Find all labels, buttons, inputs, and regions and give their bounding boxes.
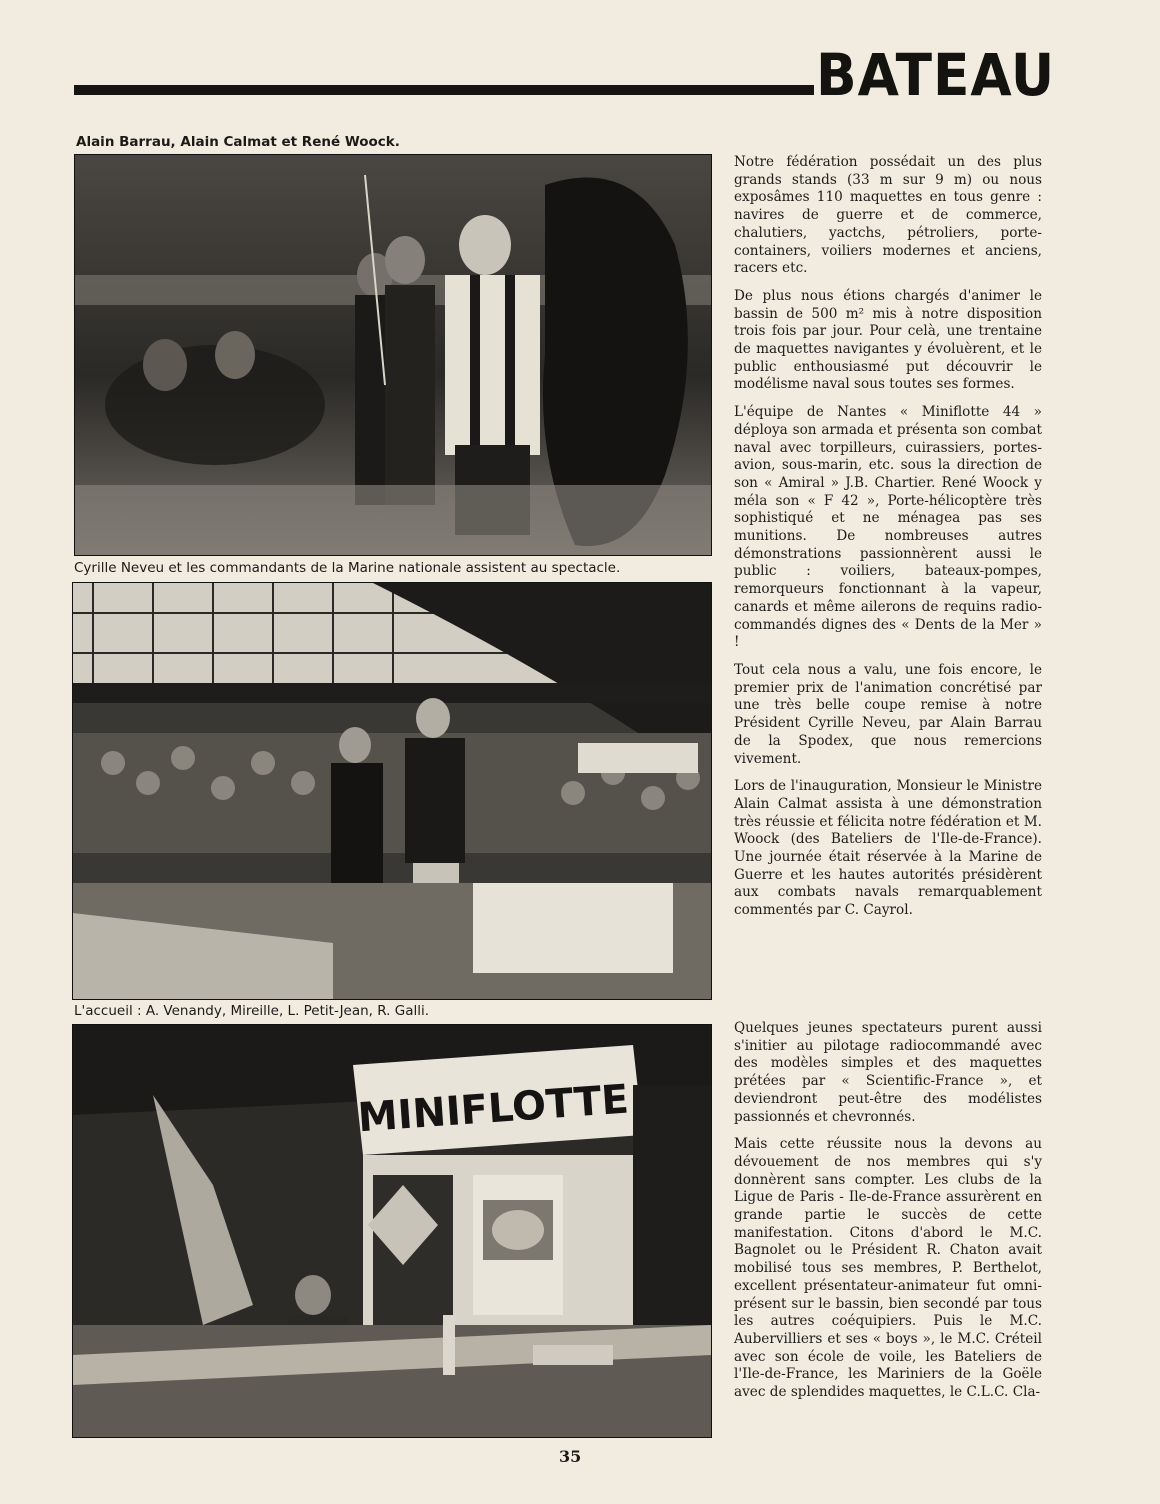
photo-ceremony (74, 154, 712, 556)
photo-hall-officers-image (73, 583, 711, 999)
photo2-caption: Cyrille Neveu et les commandants de la Marine nationale assistent au spectacle. (74, 560, 621, 576)
header-rule (74, 85, 814, 95)
article-paragraph: Quelques jeunes spectateurs purent aussi s'initier au pilotage radiocommandé avec des modèles simples et des maquettes prétées par « Scientific-France », et deviendront peut-être des modélistes passionnés et chevronnés. (734, 1020, 1042, 1125)
photo-hall-officers (72, 582, 712, 1000)
article-column-lower (734, 1020, 1042, 1412)
article-paragraph: Notre fédération possédait un des plus grands stands (33 m sur 9 m) ou nous exposâmes 110 maquettes en tous genre : navires de guerre et de commerce, chalutiers, yactchs, pétroliers, porte-containers, voiliers modernes et anciens, racers etc. (734, 154, 1042, 277)
section-title: BATEAU (816, 41, 1056, 109)
page-number: 35 (559, 1447, 582, 1466)
photo-miniflotte-stand (72, 1024, 712, 1438)
article-paragraph: Tout cela nous a valu, une fois encore, le premier prix de l'animation concrétisé par une très belle coupe remise à notre Président Cyrille Neveu, par Alain Barrau de la Spodex, que nous remercions vivement. (734, 661, 1042, 767)
article-paragraph: Lors de l'inauguration, Monsieur le Ministre Alain Calmat assista à une démonstration très réussie et félicita notre fédération et M. Woock (des Bateliers de l'Ile-de-France). Une journée était réservée à la Marine de Guerre et les hautes autorités présidèrent aux combats navals remarquablement commentés par C. Cayrol. (734, 778, 1042, 919)
photo-miniflotte-stand-image (73, 1025, 711, 1437)
article-paragraph: L'équipe de Nantes « Miniflotte 44 » déploya son armada et présenta son combat naval avec torpilleurs, cuirassiers, portes-avion, sous-marin, etc. sous la direction de son « Amiral » J.B. Chartier. René Woock y méla son « F 42 », Porte-hélicoptère très sophistiqué et ne ménagea pas ses munitions. De nombreuses autres démonstrations passionnèrent aussi le public : voiliers, bateaux-pompes, remorqueurs fonctionnant à la vapeur, canards et même ailerons de requins radio-commandés dignes des « Dents de la Mer » ! (734, 404, 1042, 651)
photo-ceremony-image (75, 155, 711, 555)
photo1-caption: Alain Barrau, Alain Calmat et René Woock. (76, 134, 400, 150)
article-paragraph: De plus nous étions chargés d'animer le bassin de 500 m² mis à notre disposition trois fois par jour. Pour celà, une trentaine de maquettes navigantes y évoluèrent, et le public enthousiasmé put découvrir le modélisme naval sous toutes ses formes. (734, 287, 1042, 393)
miniflotte-sign-text: MINIFLOTTE (356, 1076, 631, 1142)
article-column-upper (734, 154, 1042, 930)
article-paragraph: Mais cette réussite nous la devons au dévouement de nos membres qui s'y donnèrent sans compter. Les clubs de la Ligue de Paris - Ile-de-France assurèrent en grande partie le succès de cette manifestation. Citons d'abord le M.C. Bagnolet ou le Président R. Chaton avait mobilisé tous ses membres, P. Berthelot, excellent présentateur-animateur fut omni-présent sur le bassin, bien secondé par tous les autres coéquipiers. Puis le M.C. Aubervilliers et ses « boys », le M.C. Créteil avec son école de voile, les Bateliers de l'Ile-de-France, les Mariniers de la Goële avec de splendides maquettes, le C.L.C. Cla- (734, 1136, 1042, 1401)
photo3-caption: L'accueil : A. Venandy, Mireille, L. Petit-Jean, R. Galli. (74, 1003, 430, 1019)
